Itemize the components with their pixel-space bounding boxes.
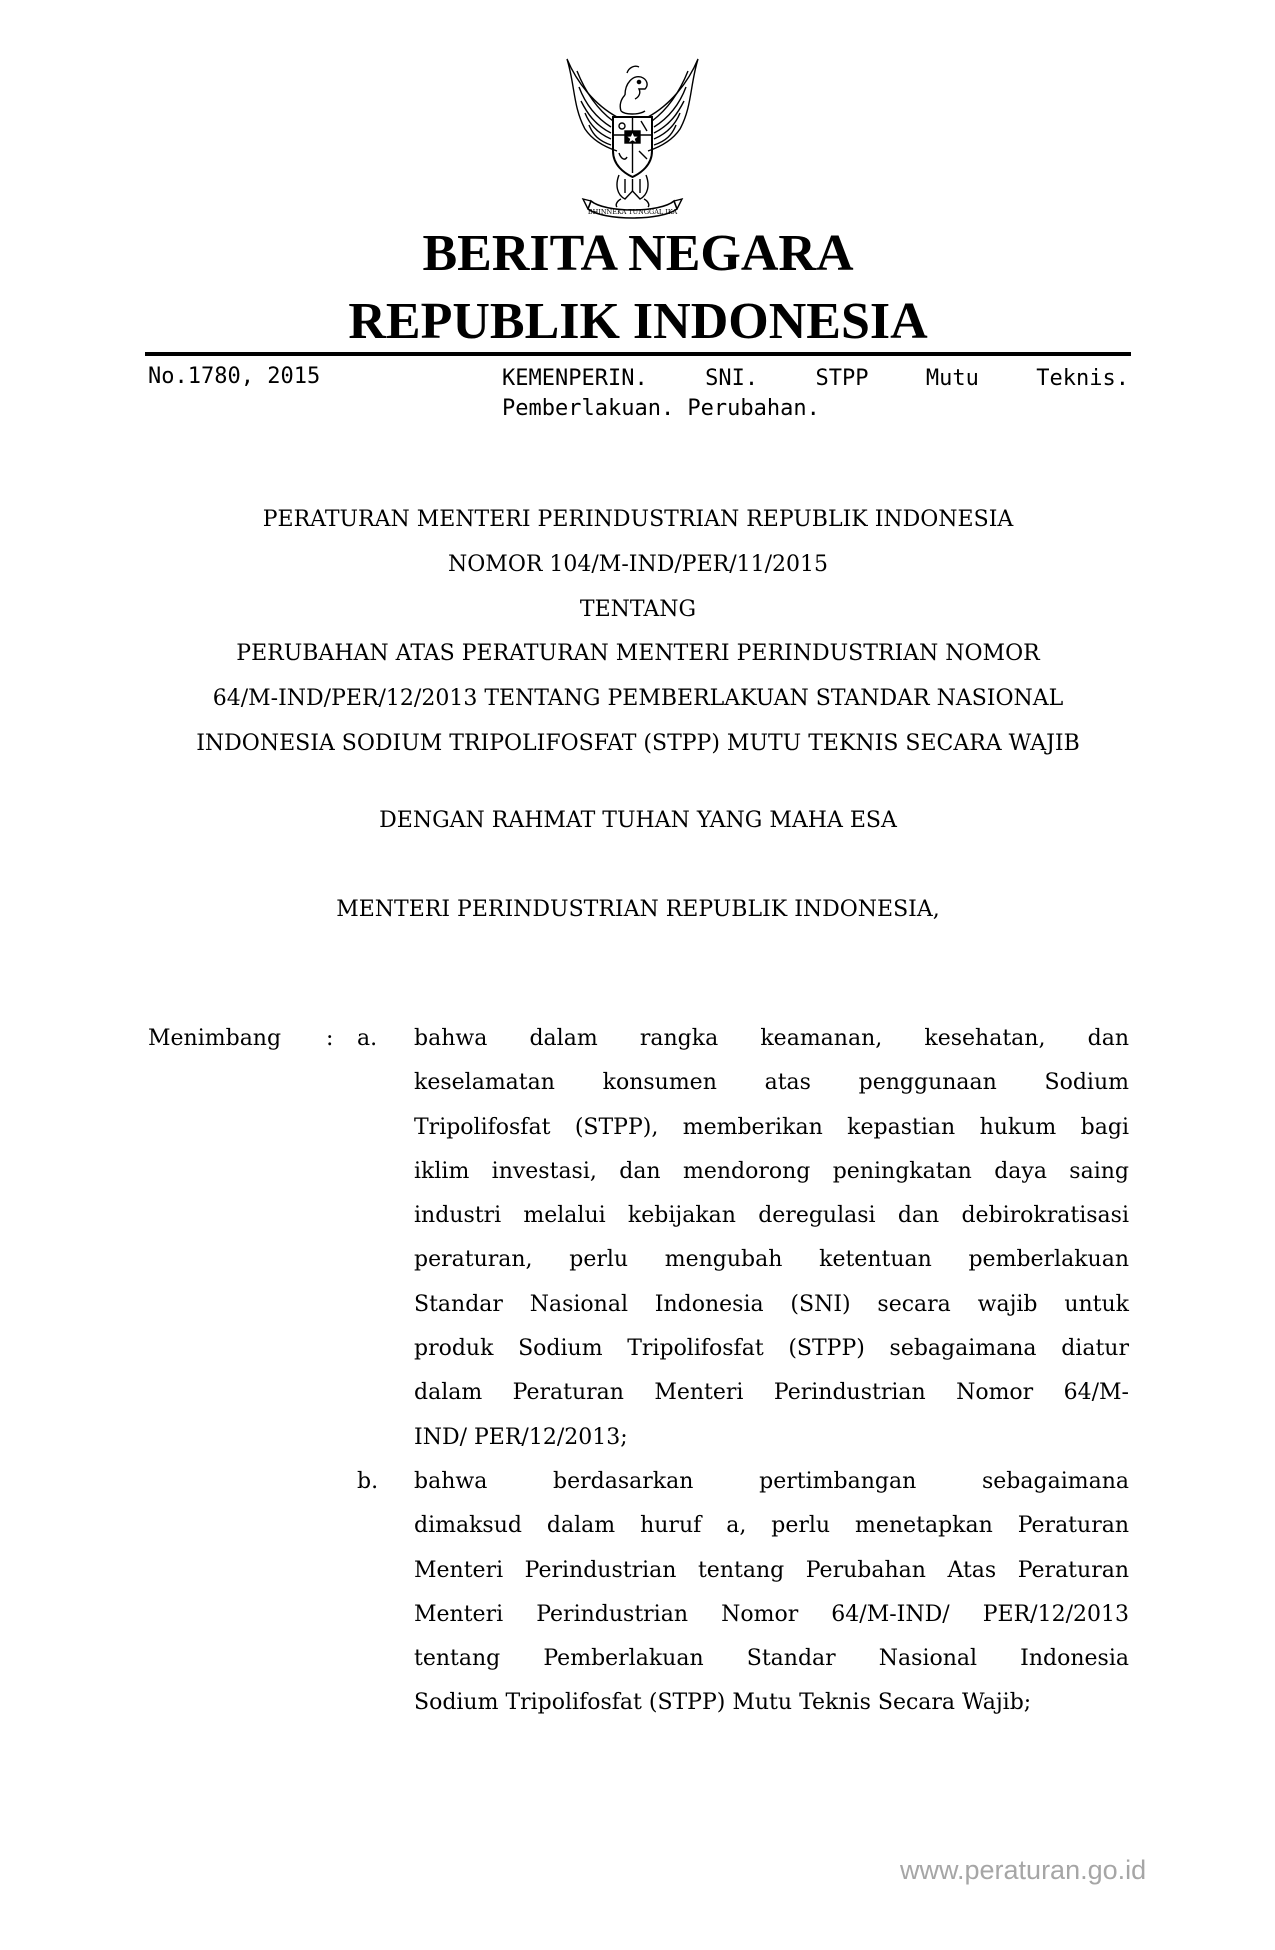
subject-word: Mutu: [925, 366, 979, 391]
gazette-number: No.1780, 2015: [148, 364, 321, 389]
text-line: peraturan, perlu mengubah ketentuan pemberlakuan: [414, 1247, 1129, 1273]
source-url: www.peraturan.go.id: [900, 1855, 1147, 1885]
text-line: produk Sodium Tripolifosfat (STPP) sebagaimana diatur: [414, 1336, 1129, 1362]
item-marker: a.: [357, 1026, 378, 1051]
regulation-heading: [145, 498, 1131, 767]
subject-line-1: [502, 364, 1129, 394]
text-line: dalam Peraturan Menteri Perindustrian Nomor 64/M-: [414, 1380, 1129, 1406]
considering-colon: :: [326, 1026, 334, 1051]
heading-line: PERUBAHAN ATAS PERATURAN MENTERI PERINDUSTRIAN NOMOR: [236, 641, 1040, 667]
text-line: bahwa dalam rangka keamanan, kesehatan, dan: [414, 1026, 1129, 1051]
issuer: MENTERI PERINDUSTRIAN REPUBLIK INDONESIA,: [336, 897, 940, 922]
text-line: Tripolifosfat (STPP), memberikan kepastian hukum bagi: [414, 1114, 1129, 1140]
text-line: IND/ PER/12/2013;: [414, 1424, 628, 1450]
text-line: keselamatan konsumen atas penggunaan Sodium: [414, 1070, 1129, 1096]
text-line: Menteri Perindustrian Nomor 64/M-IND/ PER/12/2013: [414, 1601, 1129, 1627]
text-line: industri melalui kebijakan deregulasi dan debirokratisasi: [414, 1203, 1129, 1229]
text-line: dimaksud dalam huruf a, perlu menetapkan Peraturan: [414, 1513, 1129, 1539]
svg-text:BHINNEKA TUNGGAL IKA: BHINNEKA TUNGGAL IKA: [587, 208, 678, 216]
subject-word: SNI.: [705, 366, 759, 391]
consideration-b: [414, 1460, 1129, 1726]
subject-word: Teknis.: [1036, 366, 1129, 391]
heading-line: PERATURAN MENTERI PERINDUSTRIAN REPUBLIK INDONESIA: [262, 507, 1014, 532]
text-line: iklim investasi, dan mendorong peningkatan daya saing: [414, 1158, 1129, 1184]
heading-line: 64/M-IND/PER/12/2013 TENTANG PEMBERLAKUAN STANDAR NASIONAL: [212, 686, 1064, 712]
considering-label: Menimbang: [148, 1026, 282, 1051]
masthead-rule: [145, 352, 1131, 356]
text-line: Standar Nasional Indonesia (SNI) secara wajib untuk: [414, 1291, 1129, 1317]
consideration-a: [414, 1017, 1129, 1460]
garuda-emblem-icon: [555, 55, 710, 220]
masthead-subtitle: REPUBLIK INDONESIA: [348, 293, 928, 350]
masthead-title: BERITA NEGARA: [422, 225, 854, 282]
subject-line-2: Pemberlakuan. Perubahan.: [502, 396, 820, 421]
invocation: DENGAN RAHMAT TUHAN YANG MAHA ESA: [379, 808, 897, 833]
text-line: Sodium Tripolifosfat (STPP) Mutu Teknis Secara Wajib;: [414, 1690, 1032, 1716]
subject-word: STPP: [815, 366, 869, 391]
text-line: tentang Pemberlakuan Standar Nasional Indonesia: [414, 1646, 1129, 1672]
heading-line: TENTANG: [579, 596, 697, 622]
heading-line: NOMOR 104/M-IND/PER/11/2015: [448, 551, 828, 577]
text-line: bahwa berdasarkan pertimbangan sebagaimana: [414, 1469, 1129, 1494]
text-line: Menteri Perindustrian tentang Perubahan Atas Peraturan: [414, 1557, 1129, 1583]
heading-line: INDONESIA SODIUM TRIPOLIFOSFAT (STPP) MUTU TEKNIS SECARA WAJIB: [196, 730, 1080, 756]
item-marker: b.: [357, 1469, 379, 1494]
gazette-subject: [502, 364, 1129, 424]
subject-word: KEMENPERIN.: [502, 366, 648, 391]
